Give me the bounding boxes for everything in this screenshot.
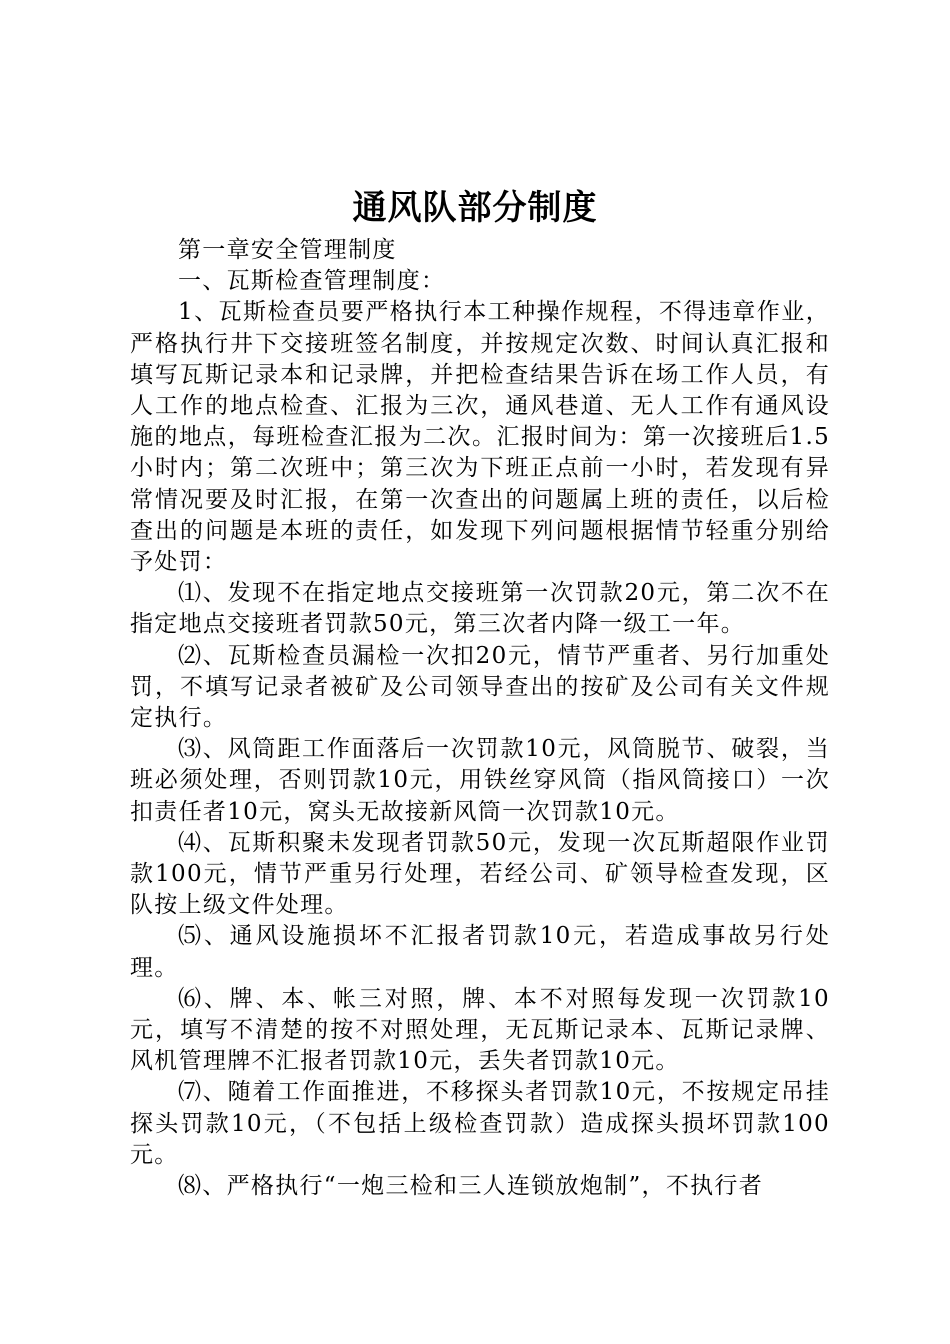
chapter-heading: 第一章安全管理制度 [178, 237, 397, 263]
paragraph-item-6: ⑹、牌、本、帐三对照，牌、本不对照每发现一次罚款10元，填写不清楚的按不对照处理，无瓦斯记录本、瓦斯记录牌、风机管理牌不汇报者罚款10元，丢失者罚款10元。 [130, 985, 830, 1075]
section-heading: 一、瓦斯检查管理制度： [178, 268, 446, 295]
paragraph-item-5: ⑸、通风设施损坏不汇报者罚款10元，若造成事故另行处理。 [130, 923, 830, 981]
document-title: 通风队部分制度 [352, 188, 598, 228]
paragraph-item-1: ⑴、发现不在指定地点交接班第一次罚款20元，第二次不在指定地点交接班者罚款50元，第三次者内降一级工一年。 [130, 580, 830, 638]
document-body [130, 235, 830, 1202]
paragraph-item-8: ⑻、严格执行“一炮三检和三人连锁放炮制”，不执行者 [178, 1173, 764, 1200]
paragraph-item-4: ⑷、瓦斯积聚未发现者罚款50元，发现一次瓦斯超限作业罚款100元，情节严重另行处理，若经公司、矿领导检查发现，区队按上级文件处理。 [130, 829, 830, 919]
paragraph-item-2: ⑵、瓦斯检查员漏检一次扣20元，情节严重者、另行加重处罚，不填写记录者被矿及公司领导查出的按矿及公司有关文件规定执行。 [130, 642, 830, 732]
paragraph-rule-1: 1、瓦斯检查员要严格执行本工种操作规程，不得违章作业，严格执行井下交接班签名制度，并按规定次数、时间认真汇报和填写瓦斯记录本和记录牌，并把检查结果告诉在场工作人员，有人工作的地点检查、汇报为三次，通风巷道、无人工作有通风设施的地点，每班检查汇报为二次。汇报时间为：第一次接班后1.5小时内；第二次班中；第三次为下班正点前一小时，若发现有异常情况要及时汇报，在第一次查出的问题属上班的责任，以后检查出的问题是本班的责任，如发现下列问题根据情节轻重分别给予处罚： [130, 299, 830, 576]
paragraph-item-3: ⑶、风筒距工作面落后一次罚款10元，风筒脱节、破裂，当班必须处理，否则罚款10元，用铁丝穿风筒（指风筒接口）一次扣责任者10元，窝头无故接新风筒一次罚款10元。 [130, 736, 830, 825]
paragraph-item-7: ⑺、随着工作面推进，不移探头者罚款10元，不按规定吊挂探头罚款10元，（不包括上级检查罚款）造成探头损坏罚款100元。 [130, 1079, 830, 1168]
